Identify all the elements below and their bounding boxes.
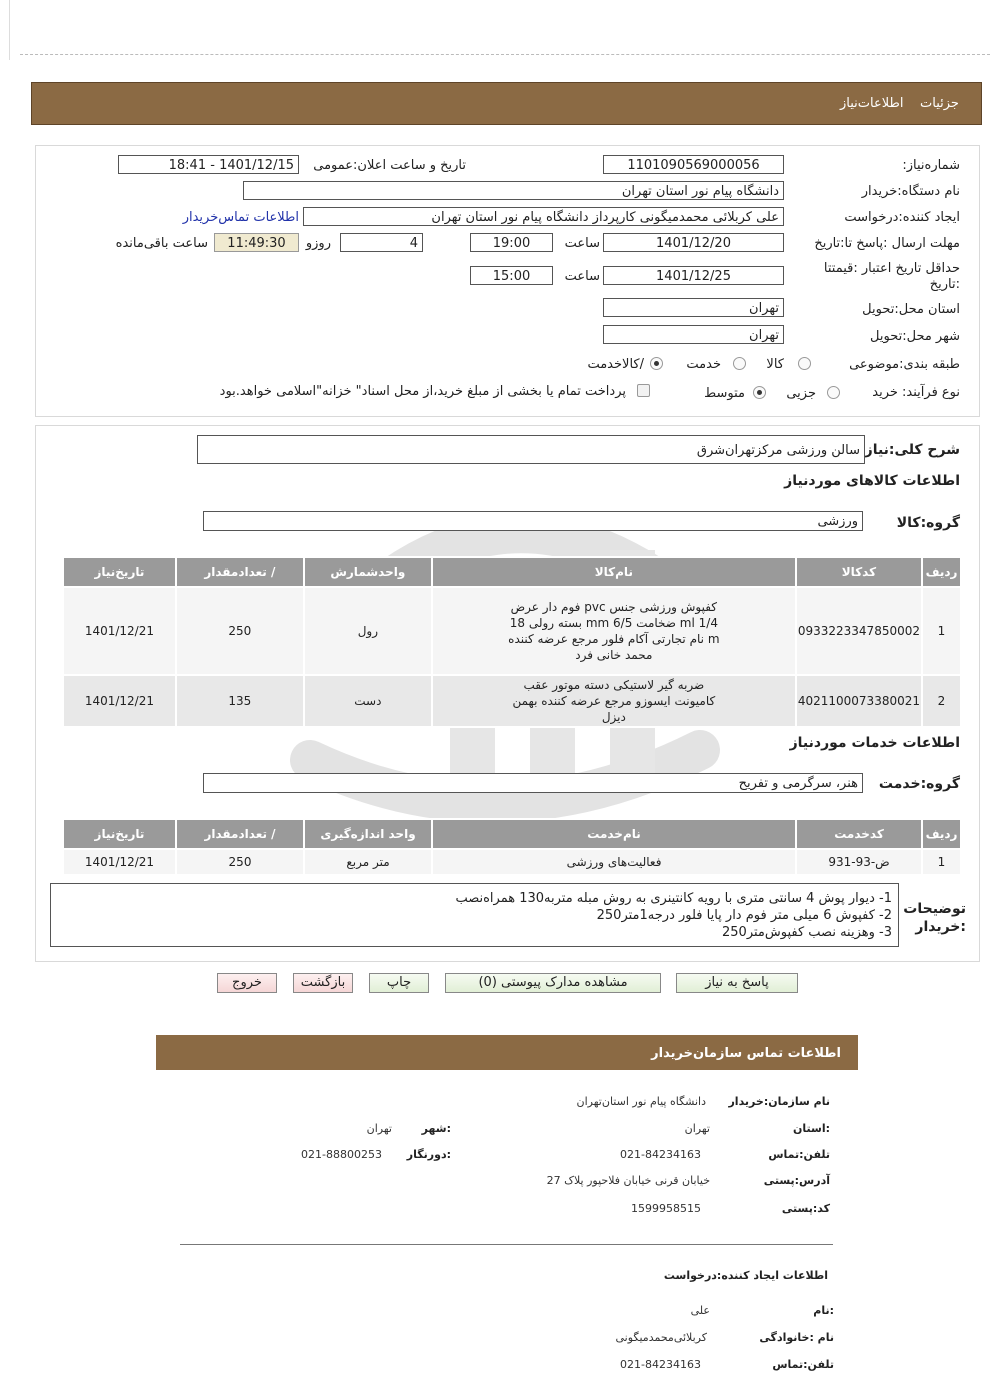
province-field: تهران <box>603 298 784 317</box>
creator-phone: 021-84234163 <box>620 1358 701 1371</box>
goods-group-field: ورزشی <box>203 511 863 531</box>
left-rule <box>9 0 10 60</box>
creator-family-label: نام :خانوادگی <box>759 1331 834 1344</box>
service-row-qty: 250 <box>176 849 304 875</box>
services-col-unit: واحد اندازه‌گیری <box>304 819 432 849</box>
service-group-label: گروه:خدمت <box>878 776 960 792</box>
buyer-note-line: 3- وهزینه نصب کفپوش‌متر250 <box>721 925 892 940</box>
validity-time-field: 15:00 <box>470 266 553 285</box>
tab-need-info[interactable]: اطلاعات‌نیاز <box>840 96 904 111</box>
service-row-date: 1401/12/21 <box>63 849 176 875</box>
category-radio-goods-service[interactable] <box>650 357 663 370</box>
goods-row-code: 4021100073380021 <box>796 675 922 727</box>
contact-phone-label: تلفن:تماس <box>768 1148 830 1161</box>
goods-row-date: 1401/12/21 <box>63 587 176 675</box>
goods-row-qty: 135 <box>176 675 304 727</box>
goods-row-number: 2 <box>922 675 961 727</box>
need-number-label: شماره‌نیاز: <box>902 158 960 173</box>
services-table-header <box>63 819 961 849</box>
remaining-time-field: 11:49:30 <box>214 233 299 252</box>
top-divider <box>20 54 990 55</box>
category-option-service: خدمت <box>686 357 721 372</box>
creator-name: علی <box>690 1304 710 1317</box>
goods-row-qty: 250 <box>176 587 304 675</box>
need-desc-label: شرح کلی:نیاز <box>864 442 960 458</box>
days-field: 4 <box>340 233 423 252</box>
category-radio-goods[interactable] <box>798 357 811 370</box>
goods-row-date: 1401/12/21 <box>63 675 176 727</box>
services-col-name: نام‌خدمت <box>432 819 796 849</box>
category-option-goods: کالا <box>766 357 784 372</box>
validity-label: حداقل تاریخ اعتبار :قیمتتا :تاریخ <box>823 261 960 292</box>
contact-province-label: :استان <box>793 1122 830 1135</box>
goods-table <box>62 556 962 728</box>
goods-col-name: نام‌کالا <box>432 557 796 587</box>
goods-group-label: گروه:کالا <box>896 515 960 531</box>
buyer-org-label: نام دستگاه:خریدار <box>861 184 960 199</box>
services-col-code: کدخدمت <box>796 819 922 849</box>
days-label: روزو <box>305 236 331 251</box>
treasury-text: پرداخت تمام یا بخشی از مبلغ خرید،از محل اسناد" خزانه"اسلامی خواهد.بود <box>219 384 626 399</box>
remaining-label: ساعت باقی‌مانده <box>115 236 208 251</box>
category-option-goods-service: /کالاخدمت <box>587 357 644 372</box>
goods-row-number: 1 <box>922 587 961 675</box>
creator-label: ایجاد کننده:درخواست <box>844 210 960 225</box>
services-col-qty: / تعدادمقدار <box>176 819 304 849</box>
back-button[interactable]: بازگشت <box>293 973 353 993</box>
city-field: تهران <box>603 325 784 344</box>
goods-section-title: اطلاعات کالاهای موردنیاز <box>784 473 960 489</box>
deadline-label: مهلت ارسال :پاسخ تا:تاریخ <box>814 236 960 251</box>
goods-col-unit: واحدشمارش <box>304 557 432 587</box>
service-row-unit: متر مربع <box>304 849 432 875</box>
contact-org-label: نام سازمان:خریدار <box>728 1095 830 1108</box>
deadline-date-field: 1401/12/20 <box>603 233 784 252</box>
print-button[interactable]: چاپ <box>369 973 429 993</box>
goods-col-date: تاریخ‌نیاز <box>63 557 176 587</box>
announce-label: تاریخ و ساعت اعلان:عمومی <box>313 158 466 173</box>
services-section-title: اطلاعات خدمات موردنیاز <box>789 735 960 751</box>
contact-fax: 021-88800253 <box>301 1148 382 1161</box>
buyer-org-field: دانشگاه پیام نور استان تهران <box>243 181 784 200</box>
goods-row-unit: رول <box>304 587 432 675</box>
contact-title: اطلاعات تماس سازمان‌خریدار <box>651 1046 841 1061</box>
province-label: استان محل:تحویل <box>862 302 960 317</box>
contact-org: دانشگاه پیام نور استان‌تهران <box>576 1095 706 1108</box>
table-row <box>63 675 961 727</box>
service-row-name: فعالیت‌های ورزشی <box>432 849 796 875</box>
contact-postal-label: کد:پستی <box>781 1202 830 1215</box>
goods-col-row: ردیف <box>922 557 961 587</box>
validity-date-field: 1401/12/25 <box>603 266 784 285</box>
goods-table-header <box>63 557 961 587</box>
creator-family: کربلائی‌محمدمیگونی <box>615 1331 707 1344</box>
buyer-contact-link[interactable]: اطلاعات تماس‌خریدار <box>182 210 299 225</box>
creator-field: علی کربلائی محمدمیگونی کارپرداز دانشگاه پیام نور استان تهران <box>303 207 784 226</box>
attachments-button[interactable]: مشاهده مدارک پیوستی (0) <box>445 973 661 993</box>
announce-field: 1401/12/15 - 18:41 <box>118 155 299 174</box>
reply-button[interactable]: پاسخ به نیاز <box>676 973 798 993</box>
need-number-field: 1101090569000056 <box>603 155 784 174</box>
deadline-time-field: 19:00 <box>470 233 553 252</box>
services-col-date: تاریخ‌نیاز <box>63 819 176 849</box>
process-option-minor: جزیی <box>786 386 816 401</box>
process-radio-medium[interactable] <box>753 386 766 399</box>
city-label: شهر محل:تحویل <box>870 329 960 344</box>
goods-col-code: کدکالا <box>796 557 922 587</box>
contact-address-label: آدرس:پستی <box>763 1174 830 1187</box>
need-desc-field: سالن ورزشی مرکزتهران‌شرق <box>197 435 865 464</box>
goods-row-name: کفپوش ورزشی جنس pvc فوم دار عرض 1/4 ml ضخامت 6/5 mm بسته رولی 18 m نام تجارتی آکام فلور مرجع عرضه کننده محمد خانی فرد <box>432 587 796 675</box>
buyer-notes-box <box>50 883 899 947</box>
contact-divider <box>180 1244 833 1245</box>
validity-hour-label: ساعت <box>564 269 600 284</box>
contact-city-label: :شهر <box>421 1122 451 1135</box>
category-label: طبقه بندی:موضوعی <box>849 357 960 372</box>
service-row-number: 1 <box>922 849 961 875</box>
service-row-code: ض-93-931 <box>796 849 922 875</box>
goods-row-code: 0933223347850002 <box>796 587 922 675</box>
service-group-field: هنر، سرگرمی و تفریح <box>203 773 863 793</box>
deadline-hour-label: ساعت <box>564 236 600 251</box>
contact-city: تهران <box>366 1122 392 1135</box>
treasury-checkbox[interactable] <box>637 384 650 397</box>
creator-phone-label: تلفن:تماس <box>772 1358 834 1371</box>
goods-row-unit: دست <box>304 675 432 727</box>
process-option-medium: متوسط <box>704 386 745 401</box>
creator-name-label: :نام <box>813 1304 834 1317</box>
process-radio-minor[interactable] <box>827 386 840 399</box>
contact-postal: 1599958515 <box>631 1202 701 1215</box>
contact-province: تهران <box>684 1122 710 1135</box>
table-row <box>63 587 961 675</box>
table-row <box>63 849 961 875</box>
buyer-note-line: 2- کفپوش 6 میلی متر فوم دار پایا فلور درجه1متر250 <box>596 908 892 923</box>
goods-row-name: ضربه گیر لاستیکی دسته موتور عقب کامیونت ایسوزو مرجع عرضه کننده بهمن دیزل <box>432 675 796 727</box>
buyer-notes-label: توضیحات :خریدار <box>903 901 966 935</box>
contact-fax-label: :دورنگار <box>406 1148 451 1161</box>
contact-address: خیابان قرنی خیابان فلاحپور پلاک 27 <box>546 1174 710 1187</box>
process-label: نوع فرآیند: خرید <box>872 385 960 400</box>
category-radio-service[interactable] <box>733 357 746 370</box>
services-col-row: ردیف <box>922 819 961 849</box>
goods-col-qty: / تعدادمقدار <box>176 557 304 587</box>
services-table <box>62 818 962 876</box>
contact-phone: 021-84234163 <box>620 1148 701 1161</box>
tab-details[interactable]: جزئیات <box>920 96 959 111</box>
exit-button[interactable]: خروج <box>217 973 277 993</box>
creator-section-title: اطلاعات ایجاد کننده:درخواست <box>663 1269 828 1282</box>
buyer-note-line: 1- دیوار پوش 4 سانتی متری با رویه کانتینری به روش مبله متربه130 همراه‌نصب <box>455 891 892 906</box>
